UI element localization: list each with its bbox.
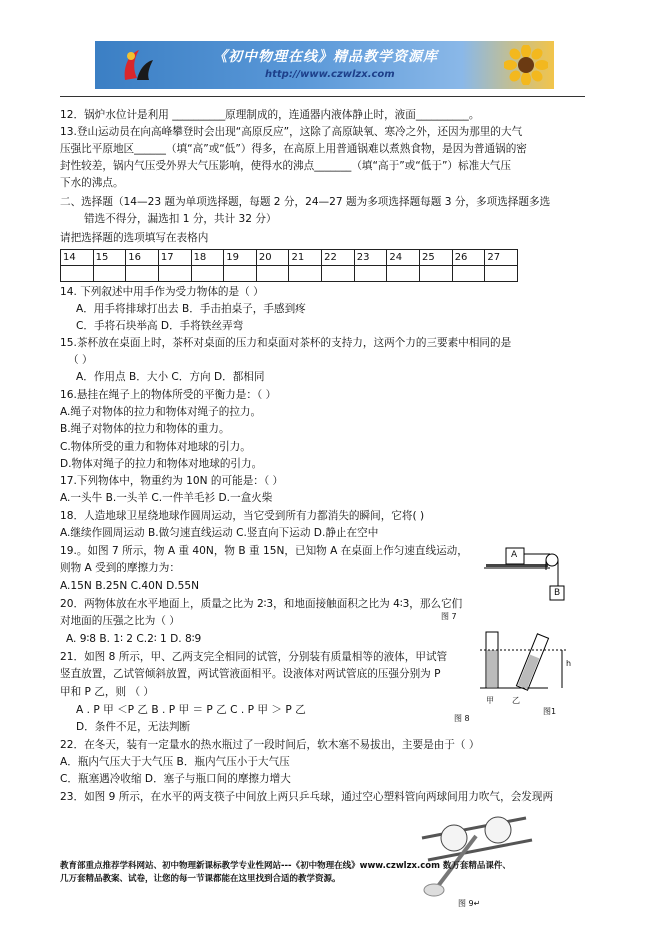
figure-8-label-jia: 甲 <box>486 696 494 705</box>
figure-7-label-a: A <box>511 550 518 560</box>
question-20-options: A. 9∶8 B. 1∶ 2 C.2∶ 1 D. 8∶9 <box>66 633 202 645</box>
answer-cell[interactable] <box>485 266 518 282</box>
figure-8-label-yi: 乙 <box>512 696 520 705</box>
question-17: 17.下列物体中，物重约为 10N 的可能是：（ ） <box>60 475 284 487</box>
answer-table-number: 25 <box>420 250 453 266</box>
question-13-line3: 封性较差，锅内气压受外界大气压影响，使得水的沸点_______（填“高于”或“低于”）标准大气压 <box>60 160 511 172</box>
answer-cell[interactable] <box>256 266 289 282</box>
question-18: 18．人造地球卫星绕地球作圆周运动，当它受到所有力都消失的瞬间，它将( ) <box>60 510 425 522</box>
question-22-options-ab: A．瓶内气压大于大气压 B．瓶内气压小于大气压 <box>60 756 290 768</box>
question-16-option-b: B.绳子对物体的拉力和物体的重力。 <box>60 423 230 435</box>
header-banner <box>95 41 554 89</box>
question-21-option-d: D．条件不足，无法判断 <box>76 721 191 733</box>
answer-table-header-row <box>61 250 518 266</box>
footer-line-1: 教育部重点推荐学科网站、初中物理新课标教学专业性网站---《初中物理在线》www.czwlzx.com 数万套精品课件、 <box>60 861 511 871</box>
question-23: 23．如图 9 所示，在水平的两支筷子中间放上两只乒乓球，通过空心塑料管向两球间用力吹气，会发现两 <box>60 791 554 803</box>
question-20: 20．两物体放在水平地面上，质量之比为 2∶3，和地面接触面积之比为 4∶3，那么它们 <box>60 598 463 610</box>
answer-cell[interactable] <box>126 266 159 282</box>
question-21-line3: 甲和 P 乙，则 （ ） <box>60 686 155 698</box>
figure-8-caption: 图 8 <box>454 714 470 723</box>
question-15: 15.茶杯放在桌面上时，茶杯对桌面的压力和桌面对茶杯的支持力，这两个力的三要素中相同的是 <box>60 337 512 349</box>
answer-table <box>60 249 518 282</box>
question-16-option-a: A.绳子对物体的拉力和物体对绳子的拉力。 <box>60 406 262 418</box>
question-12: 12．锅炉水位计是利用 __________原理制成的，连通器内液体静止时，液面__________。 <box>60 109 480 121</box>
answer-table-number: 27 <box>485 250 518 266</box>
question-21-options: A . P 甲 ＜P 乙 B . P 甲 ＝ P 乙 C . P 甲 ＞ P 乙 <box>76 704 306 716</box>
question-19-line2: 则物 A 受到的摩擦力为： <box>60 562 180 574</box>
answer-table-number: 16 <box>126 250 159 266</box>
site-logo <box>117 46 157 84</box>
question-19: 19.。如图 7 所示，物 A 重 40N，物 B 重 15N，已知物 A 在桌面上作匀速直线运动， <box>60 545 468 557</box>
answer-table-number: 15 <box>93 250 126 266</box>
answer-table-note: 请把选择题的选项填写在表格内 <box>60 232 209 244</box>
answer-table-number: 18 <box>191 250 224 266</box>
sunflower-icon <box>504 45 548 85</box>
answer-cell[interactable] <box>420 266 453 282</box>
figure-7-caption: 图 7 <box>441 612 457 621</box>
answer-cell[interactable] <box>191 266 224 282</box>
answer-cell[interactable] <box>158 266 191 282</box>
figure-8-side-label: 图1 <box>543 707 557 716</box>
question-17-options: A.一头牛 B.一头羊 C.一件羊毛衫 D.一盒火柴 <box>60 492 273 504</box>
answer-table-number: 22 <box>322 250 355 266</box>
answer-cell[interactable] <box>93 266 126 282</box>
answer-cell[interactable] <box>289 266 322 282</box>
question-21-line2: 竖直放置，乙试管倾斜放置，两试管液面相平。设液体对两试管底的压强分别为 P <box>60 668 441 680</box>
answer-table-number: 24 <box>387 250 420 266</box>
answer-table-number: 20 <box>256 250 289 266</box>
figure-7-label-b: B <box>554 588 561 598</box>
answer-cell[interactable] <box>387 266 420 282</box>
question-21: 21．如图 8 所示，甲、乙两支完全相同的试管，分别装有质量相等的液体，甲试管 <box>60 651 448 663</box>
answer-table-number: 19 <box>224 250 257 266</box>
question-16: 16.悬挂在绳子上的物体所受的平衡力是：（ ） <box>60 389 277 401</box>
question-16-option-c: C.物体所受的重力和物体对地球的引力。 <box>60 441 251 453</box>
answer-table-number: 23 <box>354 250 387 266</box>
footer-line-2: 几万套精品教案、试卷，让您的每一节课都能在这里找到合适的教学资源。 <box>60 874 341 884</box>
question-14: 14. 下列叙述中用手作为受力物体的是（ ） <box>60 286 264 298</box>
header-title: 《初中物理在线》精品教学资源库 <box>213 49 438 65</box>
figure-9-diagram <box>418 808 538 900</box>
figure-8-label-h: h <box>566 659 572 668</box>
answer-cell[interactable] <box>224 266 257 282</box>
answer-cell[interactable] <box>322 266 355 282</box>
answer-table-number: 26 <box>452 250 485 266</box>
question-14-options-ab: A．用手将排球打出去 B．手击拍桌子，手感到疼 <box>76 303 306 315</box>
question-15-options: A．作用点 B．大小 C．方向 D．都相同 <box>76 371 265 383</box>
question-22-options-cd: C．瓶塞遇冷收缩 D．塞子与瓶口间的摩擦力增大 <box>60 773 291 785</box>
question-14-options-cd: C．手将石块举高 D．手将铁丝弄弯 <box>76 320 244 332</box>
answer-table-number: 17 <box>158 250 191 266</box>
answer-cell[interactable] <box>452 266 485 282</box>
section-2-heading: 二、选择题（14—23 题为单项选择题，每题 2 分，24—27 题为多项选择题每题 3 分，多项选择题多选 <box>60 196 551 208</box>
answer-cell[interactable] <box>354 266 387 282</box>
question-20-line2: 对地面的压强之比为（ ） <box>60 615 180 627</box>
answer-table-number: 21 <box>289 250 322 266</box>
question-13-line4: 下水的沸点。 <box>60 177 124 189</box>
question-19-options: A.15N B.25N C.40N D.55N <box>60 580 200 592</box>
page-footer <box>60 860 580 886</box>
section-2-heading-line2: 错选不得分，漏选扣 1 分，共计 32 分） <box>84 213 277 225</box>
question-13-line1: 13.登山运动员在向高峰攀登时会出现“高原反应”，这除了高原缺氧、寒冷之外，还因为那里的大气 <box>60 126 523 138</box>
question-18-options: A.继续作圆周运动 B.做匀速直线运动 C.竖直向下运动 D.静止在空中 <box>60 527 379 539</box>
header-rule <box>60 96 585 97</box>
header-url[interactable]: http://www.czwlzx.com <box>265 69 395 80</box>
answer-table-number: 14 <box>61 250 94 266</box>
answer-cell[interactable] <box>61 266 94 282</box>
question-15-bracket: （ ） <box>68 354 93 366</box>
figure-7-diagram <box>484 542 584 606</box>
answer-table-answer-row <box>61 266 518 282</box>
figure-8-diagram <box>478 630 578 694</box>
question-22: 22．在冬天，装有一定量水的热水瓶过了一段时间后，软木塞不易拔出，主要是由于（ ） <box>60 739 480 751</box>
figure-9-caption: 图 9↵ <box>458 899 481 908</box>
question-16-option-d: D.物体对绳子的拉力和物体对地球的引力。 <box>60 458 263 470</box>
question-13-line2: 压强比平原地区______（填“高”或“低”）得多，在高原上用普通锅难以煮熟食物，是因为普通锅的密 <box>60 143 527 155</box>
